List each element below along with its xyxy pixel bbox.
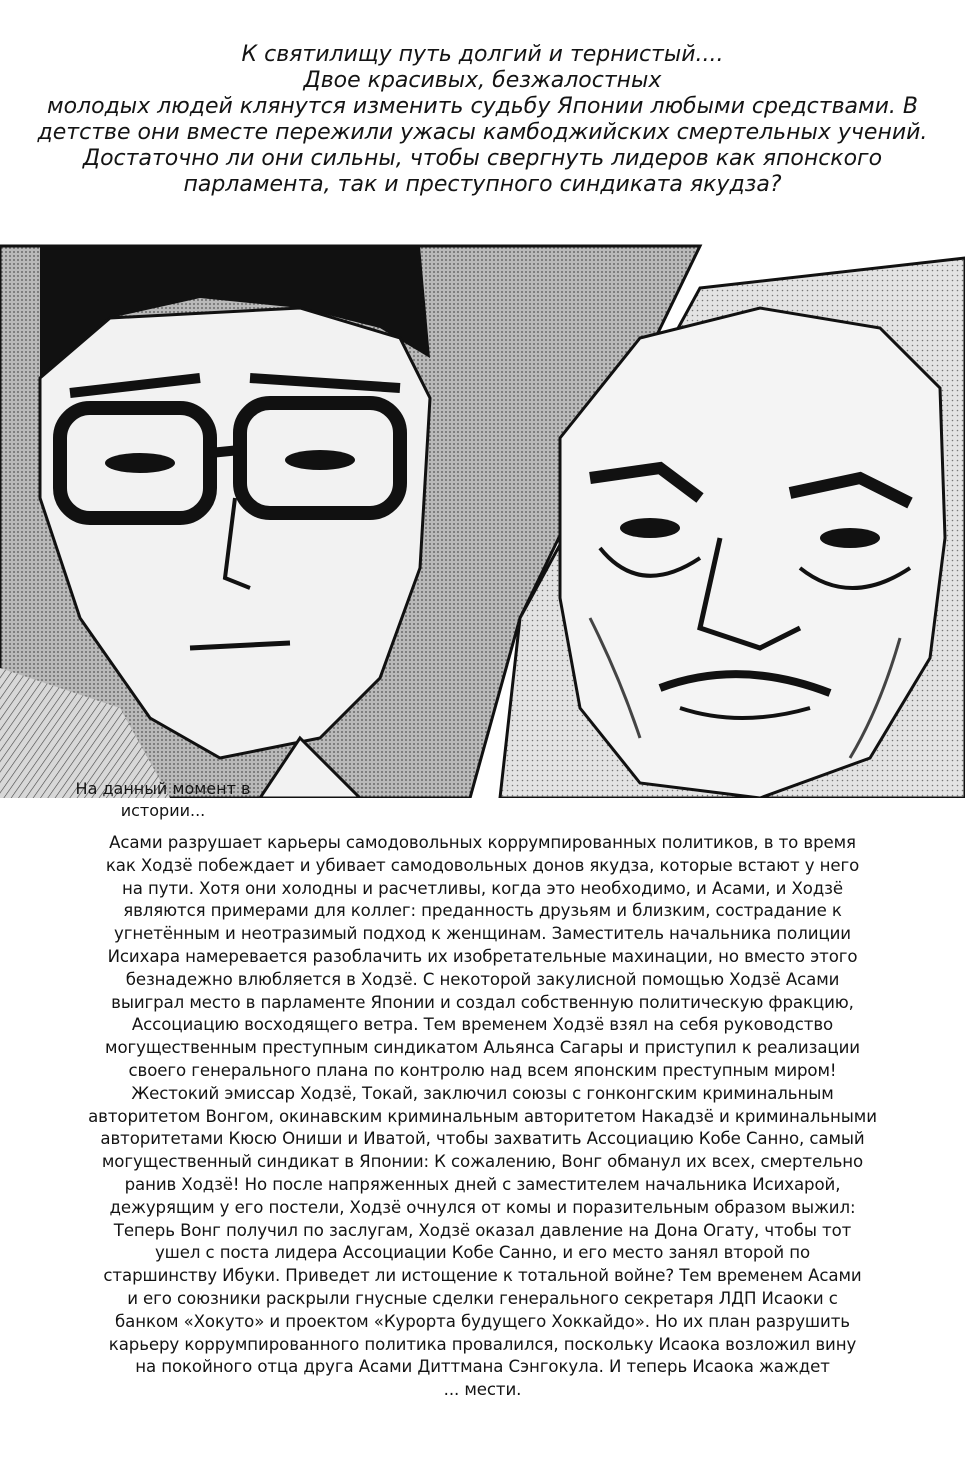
summary-line: авторитетом Вонгом, окинавским криминальным авторитетом Накадзё и криминальными bbox=[88, 1106, 877, 1126]
panel-caption-line: На данный момент в bbox=[75, 779, 251, 798]
summary-line: как Ходзё побеждает и убивает самодовольных донов якудза, которые встают у него bbox=[105, 855, 860, 875]
summary-line: дежурящим у его постели, Ходзё очнулся от комы и поразительным образом выжил: bbox=[109, 1197, 856, 1217]
panel-caption-line: истории... bbox=[120, 801, 206, 820]
summary-line: угнетённым и неотразимый подход к женщинам. Заместитель начальника полиции bbox=[114, 924, 851, 944]
summary-line: Жестокий эмиссар Ходзё, Токай, заключил союзы с гонконгским криминальным bbox=[131, 1083, 834, 1103]
intro-line: Двое красивых, безжалостных bbox=[303, 68, 662, 93]
summary-line: ранив Ходзё! Но после напряженных дней с заместителем начальника Исихарой, bbox=[124, 1174, 841, 1194]
summary-line: авторитетами Кюсю Ониши и Иватой, чтобы захватить Ассоциацию Кобе Санно, самый bbox=[100, 1129, 865, 1149]
summary-line: и его союзники раскрыли гнусные сделки генерального секретаря ЛДП Исаоки с bbox=[127, 1288, 838, 1308]
intro-line: парламента, так и преступного синдиката якудза? bbox=[183, 172, 782, 197]
summary-line: Ассоциацию восходящего ветра. Тем временем Ходзё взял на себя руководство bbox=[131, 1015, 834, 1035]
intro-line: К святилищу путь долгий и тернистый.... bbox=[241, 42, 724, 67]
summary-line: выиграл место в парламенте Японии и создал собственную политическую фракцию, bbox=[111, 992, 854, 1012]
intro-line: детстве они вместе пережили ужасы камбоджийских смертельных учений. bbox=[37, 120, 928, 145]
summary-line: на пути. Хотя они холодны и расчетливы, когда это необходимо, и Асами, и Ходзё bbox=[121, 878, 844, 898]
summary-line: могущественный синдикат в Японии: К сожалению, Вонг обманул их всех, смертельно bbox=[101, 1152, 864, 1172]
manga-illustration bbox=[0, 238, 965, 798]
summary-line: своего генерального плана по контролю над всем японским преступным миром! bbox=[128, 1060, 837, 1080]
summary-line: являются примерами для коллег: преданность друзьям и близким, сострадание к bbox=[123, 901, 842, 921]
summary-line: Теперь Вонг получил по заслугам, Ходзё оказал давление на Дона Огату, чтобы тот bbox=[113, 1220, 852, 1240]
summary-line: на покойного отца друга Асами Диттмана Сэнгокула. И теперь Исаока жаждет bbox=[135, 1357, 830, 1377]
summary-line: Асами разрушает карьеры самодовольных коррумпированных политиков, в то время bbox=[109, 833, 856, 852]
summary-line: ... мести. bbox=[443, 1380, 522, 1400]
intro-line: Достаточно ли они сильны, чтобы свергнуть лидеров как японского bbox=[82, 146, 883, 171]
summary-line: ушел с поста лидера Ассоциации Кобе Санно, и его место занял второй по bbox=[154, 1243, 811, 1263]
summary-line: старшинству Ибуки. Приведет ли истощение к тотальной войне? Тем временем Асами bbox=[103, 1266, 862, 1286]
panel-caption bbox=[58, 778, 268, 822]
intro-text bbox=[20, 42, 945, 198]
summary-text bbox=[30, 832, 935, 1402]
summary-line: Исихара намеревается разоблачить их изобретательные махинации, но вместо этого bbox=[107, 946, 858, 966]
intro-line: молодых людей клянутся изменить судьбу Японии любыми средствами. В bbox=[46, 94, 919, 119]
summary-line: банком «Хокуто» и проектом «Курорта будущего Хоккайдо». Но их план разрушить bbox=[115, 1311, 850, 1331]
summary-line: безнадежно влюбляется в Ходзё. С некоторой закулисной помощью Ходзё Асами bbox=[125, 969, 840, 989]
summary-line: могущественным преступным синдикатом Альянса Сагары и приступил к реализации bbox=[105, 1038, 860, 1058]
summary-line: карьеру коррумпированного политика провалился, поскольку Исаока возложил вину bbox=[108, 1334, 857, 1354]
